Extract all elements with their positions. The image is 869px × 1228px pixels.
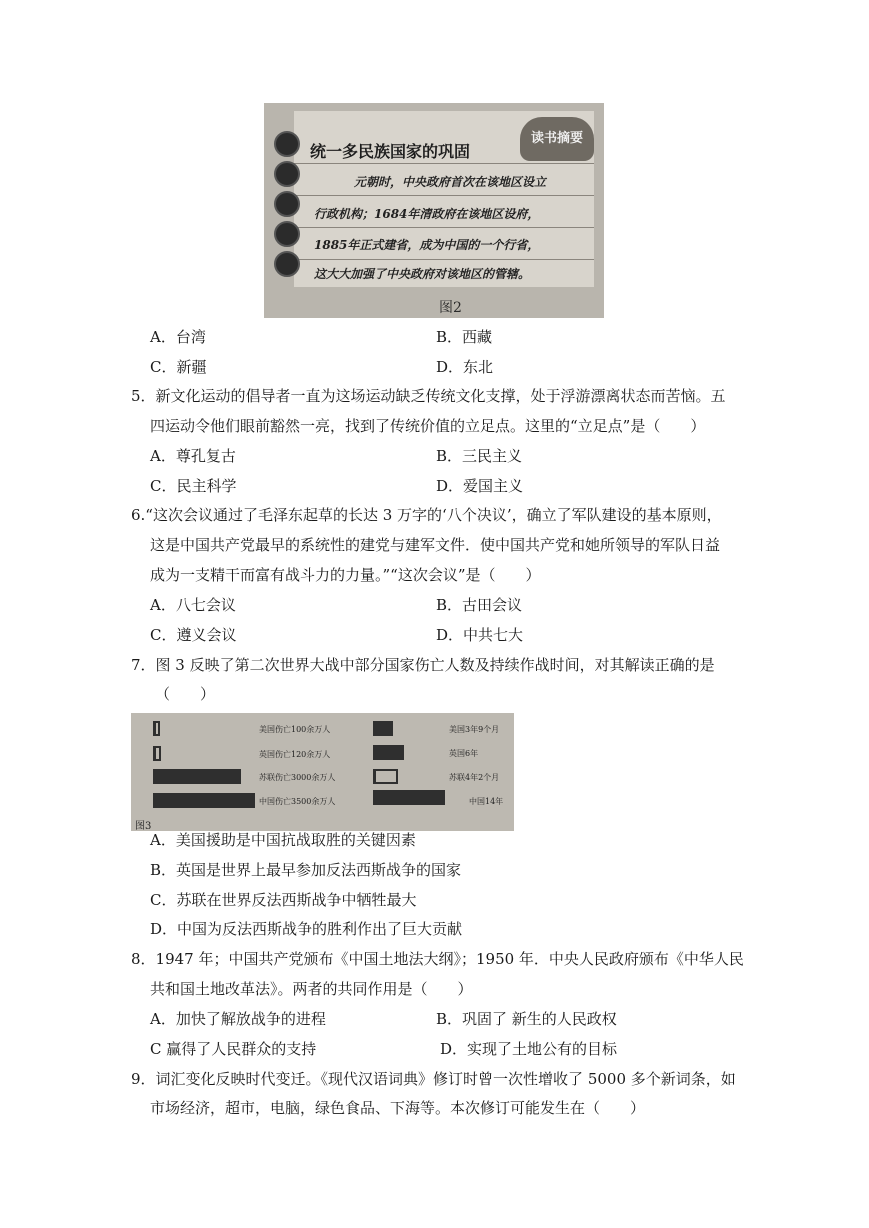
q9-stem-line: 9．词汇变化反映时代变迁。《现代汉语词典》修订时曾一次性增收了 5000 多个新词条，如 (131, 1070, 736, 1088)
q4-option-a: A．台湾 (150, 328, 206, 346)
casualty-label-china: 中国伤亡3500余万人 (259, 797, 336, 806)
q8-stem-line: 8．1947 年；中国共产党颁布《中国土地法大纲》；1950 年．中央人民政府颁布《中华人民 (131, 950, 744, 968)
q4-option-c: C．新疆 (150, 358, 207, 376)
notebook-ring-icon (274, 131, 300, 157)
duration-label-usa: 美国3年9个月 (449, 725, 500, 734)
duration-bar-uk (373, 745, 404, 760)
duration-label-ussr: 苏联4年2个月 (449, 773, 500, 782)
notebook-ring-icon (274, 191, 300, 217)
q5-stem-line: 5．新文化运动的倡导者一直为这场运动缺乏传统文化支撑，处于浮游漂离状态而苦恼。五 (131, 387, 726, 405)
q9-stem-line: 市场经济，超市，电脑，绿色食品、下海等。本次修订可能发生在（ ） (150, 1099, 646, 1117)
q8-option-b: B．巩固了 新生的人民政权 (436, 1010, 617, 1028)
duration-bar-usa (373, 721, 393, 736)
q7-option-a: A．美国援助是中国抗战取胜的关键因素 (150, 831, 416, 849)
q6-stem-line: 成为一支精干而富有战斗力的力量。”“这次会议”是（ ） (150, 566, 541, 584)
ruled-line (294, 259, 594, 260)
q7-stem-line: 7．图 3 反映了第二次世界大战中部分国家伤亡人数及持续作战时间，对其解读正确的是 (131, 656, 715, 674)
duration-label-china: 中国14年 (469, 797, 504, 806)
q7-option-c: C．苏联在世界反法西斯战争中牺牲最大 (150, 891, 417, 909)
q6-option-a: A．八七会议 (150, 596, 236, 614)
casualty-bar-uk (153, 746, 161, 761)
q8-stem-line: 共和国土地改革法》。两者的共同作用是（ ） (150, 980, 473, 998)
q5-option-d: D．爱国主义 (436, 477, 524, 495)
q8-option-c: C 赢得了人民群众的支持 (150, 1040, 317, 1058)
figure-2-text-line: 元朝时，中央政府首次在该地区设立 (354, 175, 547, 189)
ruled-line (294, 163, 594, 164)
q4-option-d: D．东北 (436, 358, 494, 376)
q5-option-b: B．三民主义 (436, 447, 523, 465)
ruled-line (294, 195, 594, 196)
notebook-ring-icon (274, 221, 300, 247)
q6-stem-line: 这是中国共产党最早的系统性的建党与建军文件．使中国共产党和她所领导的军队日益 (150, 536, 721, 554)
q8-option-d: D．实现了土地公有的目标 (440, 1040, 618, 1058)
figure-2-caption: 图2 (439, 300, 462, 316)
figure-2-text-line: 这大大加强了中央政府对该地区的管辖。 (314, 267, 531, 281)
figure-2-heading: 统一多民族国家的巩固 (310, 142, 471, 161)
figure-2-image (264, 103, 604, 318)
duration-bar-china (373, 790, 445, 805)
casualty-label-uk: 英国伤亡120余万人 (259, 750, 331, 759)
q5-option-c: C．民主科学 (150, 477, 237, 495)
q7-stem-line: （ ） (155, 685, 216, 703)
notebook-ring-icon (274, 251, 300, 277)
q6-stem-line: 6.“这次会议通过了毛泽东起草的长达 3 万字的‘八个决议’，确立了军队建设的基本原则， (131, 506, 722, 524)
q5-stem-line: 四运动令他们眼前豁然一亮，找到了传统价值的立足点。这里的“立足点”是（ ） (150, 417, 706, 435)
casualty-label-usa: 美国伤亡100余万人 (259, 725, 331, 734)
figure-3-caption: 图3 (135, 821, 152, 831)
figure-2-text-line: 1885年正式建省，成为中国的一个行省， (314, 238, 540, 252)
q6-option-c: C．遵义会议 (150, 626, 237, 644)
duration-label-uk: 英国6年 (449, 749, 479, 758)
figure-2-text-line: 行政机构；1684年清政府在该地区设府， (314, 207, 540, 221)
ruled-line (294, 227, 594, 228)
q5-option-a: A．尊孔复古 (150, 447, 236, 465)
notebook-ring-icon (274, 161, 300, 187)
q7-option-d: D．中国为反法西斯战争的胜利作出了巨大贡献 (150, 920, 463, 938)
casualty-bar-ussr (153, 769, 241, 784)
casualty-bar-china (153, 793, 255, 808)
figure-3-image (131, 713, 514, 831)
duration-bar-ussr (373, 769, 398, 784)
q4-option-b: B．西藏 (436, 328, 493, 346)
q8-option-a: A．加快了解放战争的进程 (150, 1010, 326, 1028)
q6-option-b: B．古田会议 (436, 596, 523, 614)
q7-option-b: B．英国是世界上最早参加反法西斯战争的国家 (150, 861, 462, 879)
casualty-bar-usa (153, 721, 160, 736)
q6-option-d: D．中共七大 (436, 626, 524, 644)
reading-notes-badge: 读书摘要 (520, 117, 594, 161)
casualty-label-ussr: 苏联伤亡3000余万人 (259, 773, 336, 782)
